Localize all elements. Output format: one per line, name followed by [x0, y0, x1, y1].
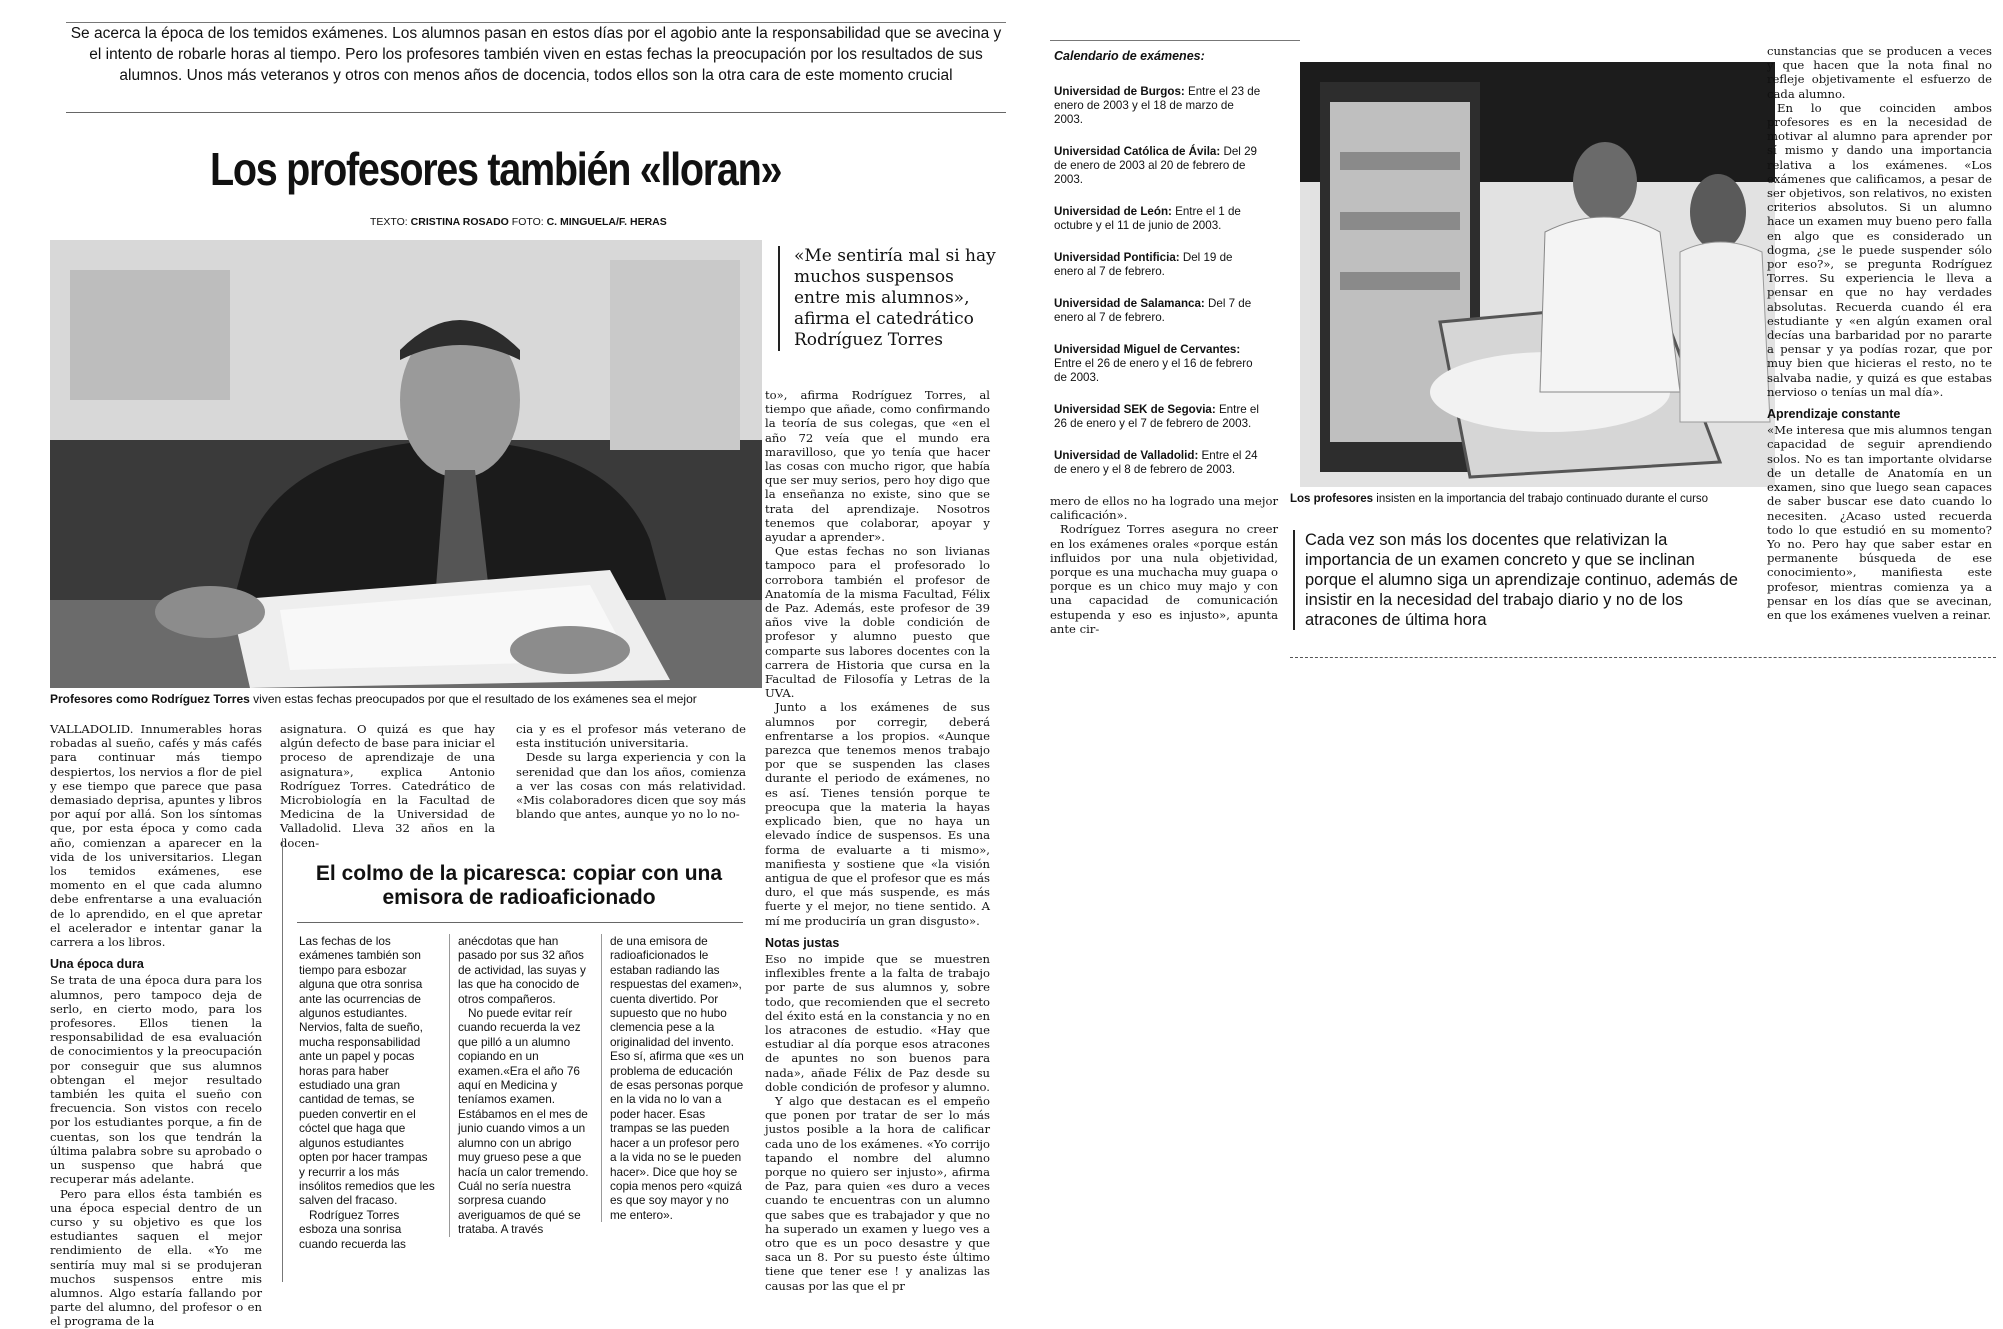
byline-photo-author: C. MINGUELA/F. HERAS [546, 216, 667, 228]
calendar-university: Universidad de León: [1054, 205, 1172, 218]
col3-paragraph: Desde su larga experiencia y con la serenidad que dan los años, comienza a ver las cosas con más relatividad. «Mis colaboradores dicen que soy más blando que antes, aunque yo no lo no- [516, 750, 746, 822]
col3-paragraph: cia y es el profesor más veterano de esta institución universitaria. [516, 722, 746, 751]
column-1 [50, 722, 262, 1329]
calendar-dates: Entre el 26 de enero y el 7 de febrero de 2003. [1054, 403, 1259, 430]
lab-photo [1300, 62, 1775, 487]
calendar-item [1054, 145, 1264, 187]
calendar-box [1050, 40, 1300, 489]
bottom-rule [1290, 657, 1996, 658]
calendar-item [1054, 343, 1264, 385]
right-col-b-paragraph: cunstancias que se producen a veces y que hacen que la nota final no refleje objetivamente el esfuerzo de cada alumno. [1767, 44, 1992, 101]
col1-paragraph: Pero para ellos ésta también es una época especial dentro de un curso y su objetivo es que los estudiantes saquen el mejor rendimiento de ella. «Yo me sentiría muy mal si se produjeran muchos suspensos entre mis alumnos. Algo estaría fallando por parte del alumno, del profesor o en el programa de la [50, 1186, 262, 1329]
lab-photo-caption [1290, 493, 1780, 505]
sidebar-paragraph: Rodríguez Torres esboza una sonrisa cuando recuerda las [299, 1207, 406, 1251]
calendar-item [1054, 403, 1264, 431]
col1-paragraph: VALLADOLID. Innumerables horas robadas al sueño, cafés y más cafés para continuar más tiempo despiertos, los nervios a flor de piel y ese tiempo que parece que pasa demasiado deprisa, apuntes y libros por aquí por allá. Son los síntomas que, por esta época y como cada año, comienzan a aparecer en la vida de los universitarios. Llegan los temidos exámenes, ese momento en el que cada alumno debe enfrentarse a una evaluación de lo aprendido, en el que apretar el acelerador e intentar ganar la carrera a los libros. [50, 722, 262, 950]
intro-text: Se acerca la época de los temidos exámenes. Los alumnos pasan en estos días por el agobio ante la responsabilidad que se avecina y el intento de robarle horas al tiempo. Pero los profesores también viven en estas fechas la preocupación por los resultados de sus alumnos. Unos más veteranos y otros con menos años de docencia, todos ellos son la otra cara de este momento crucial [70, 25, 1002, 84]
right-page [1040, 0, 2003, 700]
col1-subhead: Una época dura [50, 957, 144, 972]
right-col-b [1767, 44, 1992, 622]
column-4 [765, 388, 990, 1293]
photo-professor-illustration [50, 240, 762, 688]
calendar-university: Universidad Católica de Ávila: [1054, 145, 1221, 158]
main-caption-rest: viven estas fechas preocupados por que el resultado de los exámenes sea el mejor [249, 692, 697, 706]
right-col-b-paragraph: En lo que coinciden ambos profesores es en la necesidad de motivar al alumno para aprender por sí mismo y dando una importancia relativa a los exámenes. «Los exámenes que calificamos, a pesar de ser objetivos, son relativos, no existen criterios absolutos. Si un alumno hace un examen muy bueno pero falla en algo que es considerado un dogma, ¿se le puede suspender sólo por eso?», se pregunta Rodríguez Torres. Su experiencia le lleva a pensar en que no hay verdades absolutas. Recuerda cuando él era estudiante y «en algún examen oral decías una barbaridad por no pararte a pensar y ya podías rozar, que por muy bien que hicieras el resto, no te salvaba nadie, y quizá es que estabas nervioso o tenías un mal día». [1767, 100, 1992, 399]
calendar-university: Universidad de Burgos: [1054, 85, 1185, 98]
sidebar-headline-text: El colmo de la picaresca: copiar con una emisora de radioaficionado [315, 862, 723, 909]
calendar-university: Universidad de Salamanca: [1054, 297, 1205, 310]
pull-quote [778, 246, 1004, 351]
calendar-dates: Entre el 23 de enero de 2003 y el 18 de marzo de 2003. [1054, 85, 1261, 126]
calendar-item [1054, 205, 1264, 233]
sidebar-paragraph: Las fechas de los exámenes también son tiempo para esbozar alguna que otra sonrisa ante las ocurrencias de algunos estudiantes. Nervios, falta de sueño, mucha responsabilidad ante un papel y pocas horas para haber estudiado una gran cantidad de temas, se pueden convertir en el cóctel que haga que algunos estudiantes opten por hacer trampas y recurrir a los más insólitos remedios que les salven del fracaso. [299, 934, 435, 1208]
sidebar-box [282, 838, 745, 1282]
col4-paragraph: Que estas fechas no son livianas tampoco para el profesorado lo corrobora también el profesor de Anatomía de la misma Facultad, Félix de Paz. Además, este profesor de 39 años vive la doble condición de profesor y alumno puesto que comparte sus labores docentes con la carrera de Historia que cursa en la Facultad de Filosofía y Letras de la UVA. [765, 544, 990, 701]
main-photo [50, 240, 762, 688]
col4-paragraph: Junto a los exámenes de sus alumnos por corregir, deberá enfrentarse a los propios. «Aunque parezca que tenemos menos trabajo por que se suspenden las clases durante el periodo de exámenes, no es así. Tienes tensión porque te preocupa que la materia la hayas explicado bien, que no haya un elevado índice de suspensos. Es una forma de evaluarte a ti mismo», manifiesta y sostiene que «la visión antigua de que el profesor que es más duro, el que más suspende, es más fuerte y el mejor, no tiene sentido. A mí me produciría un gran disgusto». [765, 700, 990, 928]
sidebar-paragraph: de una emisora de radioaficionados le estaban radiando las respuestas del examen», cuenta divertido. Por supuesto que no hubo clemencia pese a la originalidad del invento. Eso sí, afirma que «es un problema de educación de esas personas porque en la vida no lo van a poder hacer. Esas trampas se las pueden hacer a un profesor pero a la vida no se le pueden hacer». Dice que hoy se copia menos pero «quizá es que soy mayor y no me entero». [610, 934, 744, 1222]
intro-rule [66, 112, 1006, 113]
calendar-item [1054, 85, 1264, 127]
calendar-dates: Entre el 24 de enero y el 8 de febrero de 2003. [1054, 449, 1258, 476]
column-3 [516, 722, 746, 821]
col4-paragraph: Eso no impide que se muestren inflexibles frente a la falta de trabajo por parte de sus alumnos y, sobre todo, que recomienden que el secreto del éxito está en la constancia y no en los atracones de estudio. «Hay que estudiar al día porque esos atracones de apuntes no son buenos para nada», añade Félix de Paz desde su doble condición de profesor y alumno. [765, 951, 990, 1094]
calendar-dates: Del 7 de enero al 7 de febrero. [1054, 297, 1252, 324]
calendar-item [1054, 297, 1264, 325]
calendar-dates: Entre el 26 de enero y el 16 de febrero de 2003. [1054, 357, 1253, 384]
calendar-list [1050, 85, 1264, 477]
byline [370, 216, 667, 228]
byline-text-author: CRISTINA ROSADO [410, 216, 509, 228]
col4-paragraph: Y algo que destacan es el empeño que ponen por tratar de ser lo más justos posible a la hora de calificar cada uno de los exámenes. «Yo corrijo tapando el nombre del alumno porque no quiero ser injusto», afirma de Paz, para quien «es duro a veces cuando te encuentras con un alumno que sabes que es trabajador y que no ha superado un examen y luego ves a otro que es un poco desastre y que saca un 8. Por su puesto éste último tiene que tener ese ! y analizas las causas por las que el pr [765, 1093, 990, 1293]
col1-paragraph: Se trata de una época dura para los alumnos, pero tampoco deja de serlo, en cierto modo, para los profesores. Ellos tienen la responsabilidad de esa evaluación de conocimientos y la preocupación por conseguir que sus alumnos obtengan el mejor resultado también les quita el sueño con frecuencia. Son vistos con recelo por los estudiantes porque, a fin de cuentas, son los que tendrán la última palabra sobre su aprobado o un suspenso que habrá que recuperar más adelante. [50, 973, 262, 1187]
lab-caption-bold: Los profesores [1290, 493, 1374, 505]
col4-paragraph: to», afirma Rodríguez Torres, al tiempo que añade, como confirmando la teoría de sus colegas, que «en el año 72 veía que el mundo era maravilloso, que yo tenía que hacer las cosas con mucho rigor, que había que ser muy serios, pero hoy digo que la enseñanza no existe, sino que se trata del aprendizaje. Nosotros tenemos que colaborar, apoyar y ayudar a aprender». [765, 388, 990, 545]
right-pull-quote [1293, 530, 1749, 630]
calendar-university: Universidad SEK de Segovia: [1054, 403, 1216, 416]
sidebar-headline [299, 862, 739, 910]
calendar-item [1054, 449, 1264, 477]
intro-deck [66, 22, 1006, 86]
col2-paragraph: asignatura. O quizá es que hay algún defecto de base para iniciar el proceso de aprendizaje de una asignatura», explica Antonio Rodríguez Torres. Catedrático de Microbiología en la Facultad de Medicina de la Universidad de Valladolid. Lleva 32 años en la docen- [280, 722, 495, 850]
sidebar-paragraph: anécdotas que han pasado por sus 32 años de actividad, las suyas y las que ha conocido de otros compañeros. [458, 934, 586, 1006]
right-col-b-paragraph: «Me interesa que mis alumnos tengan capacidad de seguir aprendiendo solos. No es tan importante olvidarse de un detalle de Anatomía en un examen, sino que luego sean capaces de saber buscar ese dato cuando lo necesiten. ¿Acaso usted recuerda todo lo que estudió en su momento? Yo no. Pero hay que saber estar en permanente búsqueda de ese conocimiento», manifiesta este profesor, mientras comienza ya a pensar en los días que se avecinan, en que los exámenes vuelven a reinar. [1767, 423, 1992, 622]
right-col-a-paragraph: Rodríguez Torres asegura no creer en los exámenes orales «porque están influidos por una nula objetividad, porque es una muchacha muy guapa o porque es un chico muy majo y con una capacidad de comunicación estupenda y eso es injusto», apunta ante cir- [1050, 522, 1278, 636]
headline-text: Los profesores también «lloran» [210, 143, 782, 195]
byline-photo-label: FOTO: [511, 216, 544, 228]
byline-text-label: TEXTO: [370, 216, 408, 228]
right-pull-quote-text: Cada vez son más los docentes que relativizan la importancia de un examen concreto y que se inclinan porque el alumno siga un aprendizaje continuo, además de insistir en la necesidad del trabajo diario y no de los atracones de última hora [1305, 531, 1738, 629]
col4-subhead: Notas justas [765, 935, 840, 950]
lab-caption-rest: insisten en la importancia del trabajo continuado durante el curso [1373, 493, 1709, 505]
calendar-university: Universidad de Valladolid: [1054, 449, 1199, 462]
pull-quote-text: «Me sentiría mal si hay muchos suspensos entre mis alumnos», afirma el catedrático Rodríguez Torres [794, 246, 996, 350]
sidebar-headline-rule [297, 922, 743, 923]
calendar-dates: Del 29 de enero de 2003 al 20 de febrero de 2003. [1054, 145, 1257, 186]
sidebar-paragraph: No puede evitar reír cuando recuerda la vez que pilló a un alumno copiando en un examen.«Era el año 76 aquí en Medicina y teníamos examen. Estábamos en el mes de junio cuando vimos a un alumno con un abrigo muy grueso pese a que hacía un calor tremendo. Cuál no sería nuestra sorpresa cuando averiguamos de qué se trataba. A través [458, 1006, 589, 1237]
column-2 [280, 722, 495, 850]
headline [210, 142, 812, 196]
main-caption-bold: Profesores como Rodríguez Torres [50, 692, 250, 706]
main-photo-caption [50, 692, 765, 706]
calendar-title [1054, 49, 1300, 63]
calendar-title-text: Calendario de exámenes: [1054, 49, 1205, 63]
photo-lab-illustration [1300, 62, 1775, 487]
calendar-item [1054, 251, 1264, 279]
right-col-a [1050, 494, 1278, 636]
sidebar-col-1 [299, 934, 435, 1251]
calendar-dates: Entre el 1 de octubre y el 11 de junio de 2003. [1054, 205, 1241, 232]
right-col-a-paragraph: mero de ellos no ha logrado una mejor calificación». [1050, 494, 1278, 523]
sidebar-col-2 [449, 934, 594, 1237]
right-col-b-subhead: Aprendizaje constante [1767, 407, 1901, 422]
calendar-university: Universidad Pontificia: [1054, 251, 1180, 264]
sidebar-col-3 [601, 934, 746, 1222]
calendar-university: Universidad Miguel de Cervantes: [1054, 343, 1241, 356]
calendar-dates: Del 19 de enero al 7 de febrero. [1054, 251, 1233, 278]
